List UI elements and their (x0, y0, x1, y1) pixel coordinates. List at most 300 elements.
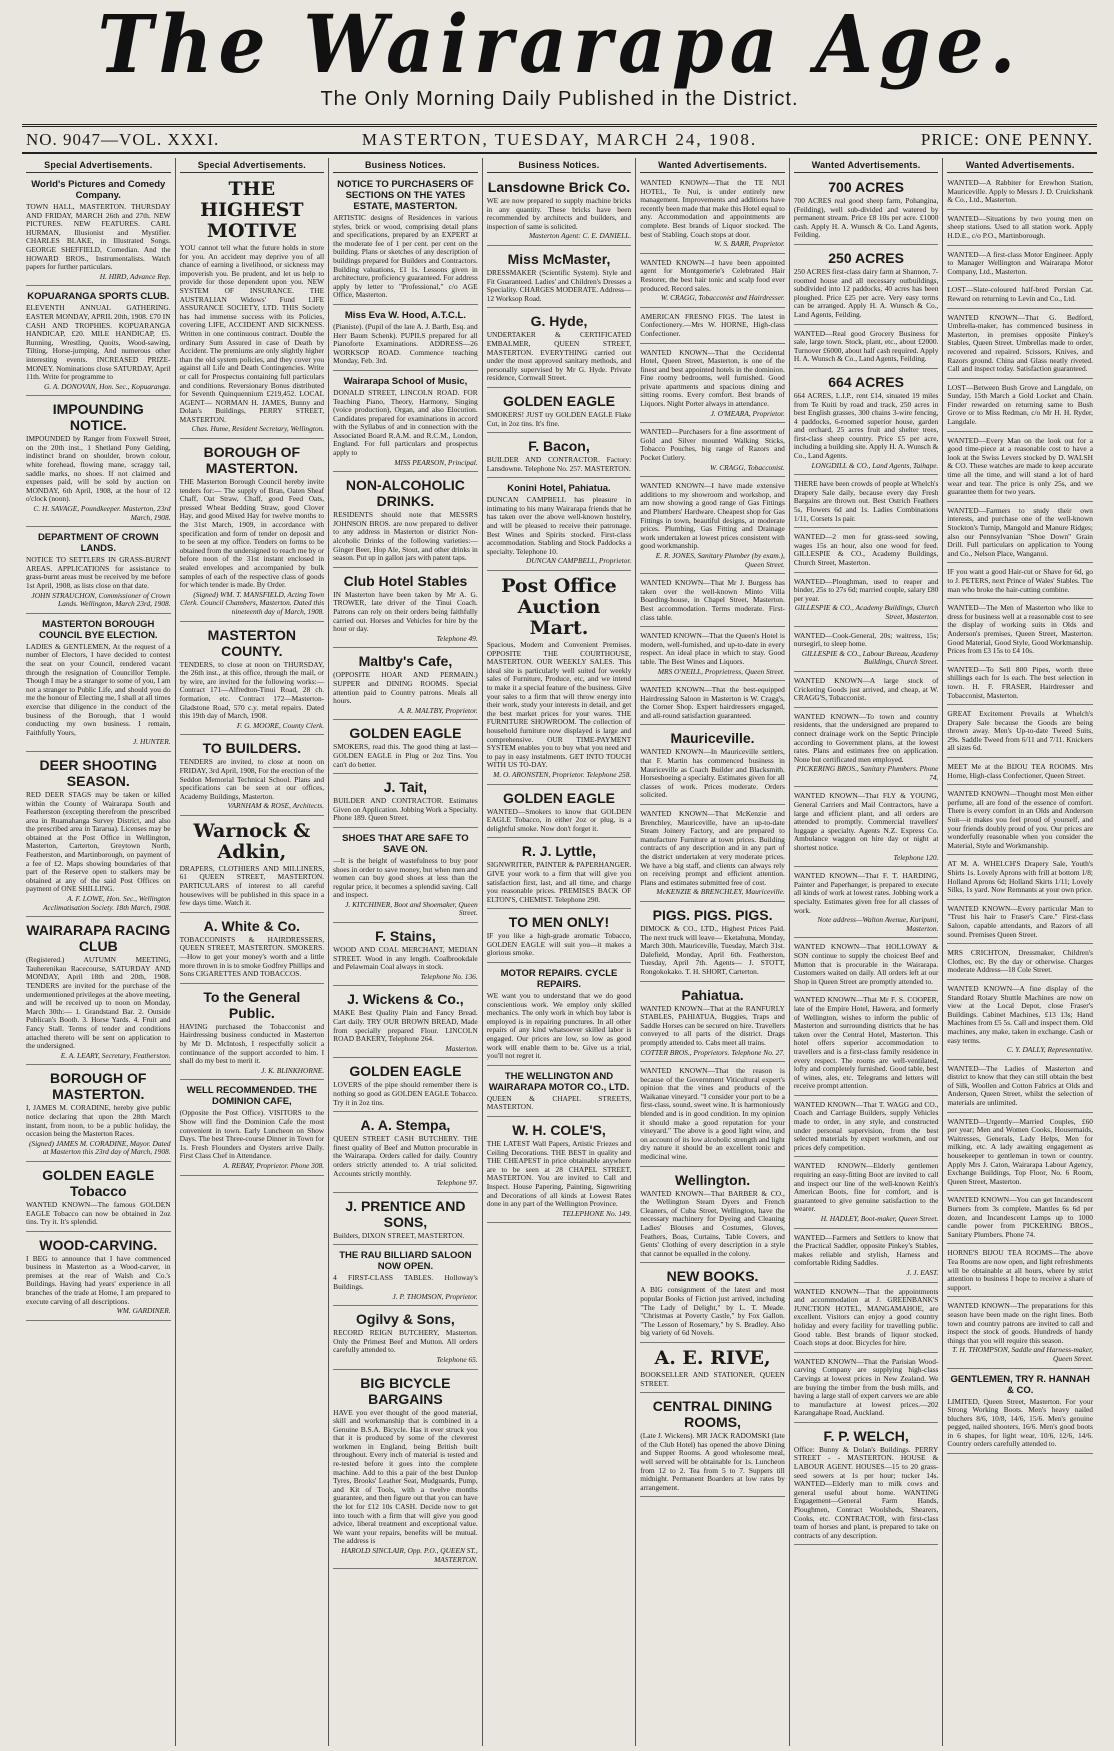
column-4 (483, 158, 637, 1746)
ad-body: SMOKERS, read this. The good thing at last—GOLDEN EAGLE in Plug or 2oz Tins. You can't do better. (333, 742, 478, 769)
ad-signature: W. CRAGG, Tobacconist. (710, 462, 785, 472)
advertisement (794, 789, 939, 867)
ad-body: WANTED KNOWN—That Mr J. Burgess has taken over the well-known Minto Villa Boarding-house, in Chapel Street, Masterton. Best accommodation. Terms moderate. First-class table. (640, 578, 785, 622)
ad-title: Maltby's Cafe, (358, 653, 453, 670)
ad-body: WANTED KNOWN—That the Occidental Hotel, Queen Street, Masterton, is one of the finest and best appointed hotels in the dominion. Fine roomy bedrooms, well furnished. Good private apartments and spacious dining and sitting rooms. Every comfort. Best brands of Liquors. Night Porter always in attendance. (640, 347, 785, 409)
ad-signature: Masterton. (445, 1043, 478, 1053)
ad-body: Builders, DIXON STREET, MASTERTON. (333, 1230, 465, 1240)
ad-title: 664 ACRES (828, 373, 904, 390)
ad-body: WANTED KNOWN—You can get Incandescent Burners from 3s complete, Mantles 6s 6d per dozen, and Incandescent Lamps up to 1000 candle power from PICKERING BROS., Sanitary Plumbers. Phone 74. (947, 1195, 1093, 1239)
ad-title: A. A. Stempa, (360, 1117, 451, 1134)
advertisement (640, 984, 785, 1063)
ad-title: MASTERTON BOROUGH COUNCIL BYE ELECTION. (38, 618, 158, 641)
ad-signature: J. HUNTER. (132, 737, 171, 747)
advertisement (947, 283, 1093, 308)
ad-body: WANTED KNOWN—That at the RANFURLY STABLES, PAHIATUA, Buggies, Traps and Saddle Horses can be secured on hire. Travellers conveyed to all parts of the district. Drags promptly attended to. Cabs meet all trains. (640, 1003, 785, 1047)
ad-body: HAVE you ever thought of the good material, skill and workmanship that is combined in a Genuine B.S.A. Bicycle. Has it ever struck you that it is produced by some of the cleverest workmen in England, being British built throughout. Every inch of material is tested and re-tested before it goes into the complete machine. Add to this a pair of the best Dunlop Tyres, Brooks' Leather Seat, Mudguards, Pump, and Kit of Tools, with a twelve months guarantee, and then figure out that you can have the lot for £12 10s CASH. Decide now to get into touch with a firm that will give you good advice, liberal treatment and exceptional value. We want your repairs, benefits will be mutual. The address is (333, 1407, 478, 1546)
place-date: MASTERTON, TUESDAY, MARCH 24, 1908. (361, 130, 758, 149)
ad-body: Spacious, Modern and Convenient Premises. OPPOSITE THE COURTHOUSE, MASTERTON. OUR WEEKLY SALES. This ideal site is particularly well suited for weekly sales of Furniture, Produce, etc, and we intend to make it a special feature of the business. Give your sales to a firm that will throw energy into their work, study your interests in detail, and get the best market prices for your wares. THE FURNITURE SHOWROOM. The collection of household furniture now displayed is large and comprehensive. OUR TIME-PAYMENT SYSTEM enables you to buy what you need and to pay in easy instalments. GET INTO TOUCH WITH US TO-DAY. (486, 640, 632, 770)
ad-title: NOTICE TO PURCHASERS OF SECTIONS ON THE YATES ESTATE, MASTERTON. (337, 179, 474, 212)
advertisement (333, 722, 478, 774)
ad-signature: C. H. SAVAGE, Poundkeeper. Masterton, 23rd March, 1908. (33, 504, 171, 522)
ad-body: —It is the height of wastefulness to buy poor shoes in order to save money, but when men and women can buy good shoes at less than the regular price, it becomes a splendid saving. Call and inspect. (333, 855, 478, 900)
ad-title: GOLDEN EAGLE (502, 392, 615, 409)
column-1 (22, 158, 176, 1746)
ad-title: MASTERTON COUNTY. (207, 626, 297, 659)
advertisement (26, 919, 171, 1065)
ad-body: THERE have been crowds of people at Whelch's Drapery Sale daily, because every day Fresh Bargains are thrown out. Best Ostrich Feathers 5s, Flowers 6d and 1s. Ladies Combinations 1/11, Corsets 1s pair. (793, 479, 939, 523)
ad-title: DEPARTMENT OF CROWN LANDS. (37, 532, 159, 555)
ad-signature: J. P. THOMSON, Proprietor. (392, 1291, 478, 1301)
ad-body: WANTED—A first-class Motor Engineer. Apply to Manager Wellington and Wairarapa Motor Company, Ltd., Masterton. (947, 249, 1093, 276)
ad-body: TENDERS are invited, to close at noon on FRIDAY, 3rd April, 1908, For the erection of the Seddon Memorial Technical School. Plans and specifications can be seen at our offices, Academy Buildings, Masterton. (179, 757, 325, 801)
ad-signature: J. O'MEARA, Proprietor. (710, 408, 785, 418)
ad-signature: J. J. EAST. (906, 1267, 939, 1277)
ad-signature: PICKERING BROS., Sanitary Plumbers. Phone 74. (796, 764, 939, 782)
ad-title: Post Office Auction Mart. (501, 575, 617, 640)
advertisement (333, 925, 478, 986)
ad-body: WANTED KNOWN—That the Queen's Hotel is modern, well-furnished, and up-to-date in every respect. An ideal place in which to stay. Good table. The Best Wines and Liquors. (640, 631, 785, 666)
ad-title: J. Wickens & Co., (347, 991, 464, 1008)
ad-body: Office: Bunny & Dolan's Buildings. PERRY STREET - - MASTERTON. HOUSE & LABOUR AGENT. HOUSES—15 to 20 grass-seed sowers at 1s per hour; tucker 14s. WANTED—Elderly man to milk cows and general useful about home. WANTING Engagement—General Farm Hands, Ploughmen, Contract Woolsheds, Shearers, Cooks, etc. CONTRACTOR, with first-class team of horses and plant, is prepared to take on contracts of any description. (793, 1444, 939, 1540)
ad-signature: Telephone 49. (436, 633, 478, 643)
ad-title: GOLDEN EAGLE Tobacco (42, 1166, 155, 1199)
ad-signature: T. H. THOMPSON, Saddle and Harness-maker, Queen Street. (952, 1345, 1093, 1363)
ad-body: GREAT Excitement Prevails at Whelch's Drapery Sale because the Goods are being thrown away. Men's Up-to-date Tweed Suits, 29s. Saddle Tweed from 6/11 and 7/11. Knickers all sizes 6d. (947, 709, 1093, 753)
ad-body: WANTED KNOWN—That HOLLOWAY & SON continue to supply the choicest Beef and Mutton that is procurable in the Wairarapa. Customers waited on daily. All orders left at our Shop in Queen Street are promptly attended to. (793, 942, 939, 986)
advertisement (26, 1067, 171, 1162)
ad-body: HAVING purchased the Tobacconist and Hairdressing business conducted in Masterton by Mr D. McIntosh, I respectfully solicit a continuance of the support accorded to him. I shall do my best to merit it. (179, 1021, 325, 1066)
advertisement (26, 398, 171, 527)
advertisement (947, 1371, 1093, 1455)
ad-signature: (Signed) WM. T. MANSFIELD, Acting Town Clerk. Council Chambers, Masterton. Dated this nineteenth day of March, 1908. (180, 589, 325, 616)
ad-signature: Chas. Hume, Resident Secretary, Wellington. (191, 424, 325, 434)
advertisement (947, 902, 1093, 944)
ad-body: AT M. A. WHELCH'S Drapery Sale, Youth's Shirts 1s. Lovely Aprons with frill at bottom 1/8; Holland Aprons 6d; Holland Skirts 1/11; Lovely Silks, 1s yard. Now Remnants at your own price. (947, 859, 1093, 895)
ad-body: NOTICE TO SETTLERS IN GRASS-BURNT AREAS. APPLICATIONS for assistance to grass-burnt areas must be received by me before 1st April, 1908, as lists close on that date. (26, 555, 171, 590)
advertisement (640, 1345, 785, 1393)
column-heading: Business Notices. (487, 158, 632, 173)
ad-body: WANTED KNOWN—Elderly gentlemen requiring an easy-fitting Boot are invited to call and inspect our line of the well-known Keith's American Boots, fine for comfort, and is guaranteed to give genuine satisfaction to the wearer. (793, 1161, 939, 1214)
ad-signature: GILLESPIE & CO., Labour Bureau, Academy Buildings, Church Street. (801, 648, 939, 667)
ad-body: WANTED KNOWN—I have made extensive additions to my showroom and workshop, and am now showing a good range of Gas Fittings and Plumbers' Hardware. Cheapest shop for Gas Fittings in town, beautiful designs, at moderate prices. Plumbing, Gas Fitting and Drainage work undertaken at lowest prices consistent with good workmanship. (640, 481, 785, 551)
advertisement (487, 1068, 632, 1117)
ad-body: AMERICAN FRESNO FIGS. The latest in Confectionery.—Mrs W. HORNE, High-class Confectioner. (640, 311, 785, 338)
column-7 (943, 158, 1097, 1746)
ad-title: Pahiatua. (681, 986, 744, 1003)
advertisement (794, 327, 939, 369)
column-heading: Special Advertisements. (180, 158, 325, 173)
advertisement (180, 441, 325, 622)
ad-body: (Registered.) AUTUMN MEETING, Tauherenikau Racecourse, SATURDAY AND MONDAY, April 18th and 20th, 1908. TENDERS are invited for the purchase of the undermentioned privileges at the above meeting, and will be received up to noon on Monday, March 30th:— 1. Grandstand Bar. 2. Outside Publican's Booth. 3. Horse Yards. 4. Fruit and Fancy Stall. Terms of tender and conditions attached thereto will be sent on application to the undersigned. (26, 955, 171, 1051)
ad-title: IMPOUNDING NOTICE. (52, 401, 144, 434)
ad-signature: MRS O'NEILL, Proprietress, Queen Street. (657, 666, 785, 676)
column-5 (636, 158, 790, 1746)
ad-body: WANTED KNOWN—Every particular Man to "Trust his hair to Fraser's Care." First-class Saloon, capable attendants, and Razors of all sound. Premises Queen Street. (947, 903, 1093, 939)
advertisement (333, 776, 478, 828)
ad-signature: W. CRAGG, Tobacconist and Hairdresser. (660, 293, 785, 303)
advertisement (180, 818, 325, 913)
ad-body: (Late J. Wickens). MR JACK RADOMSKI (late of the Club Hotel) has opened the above Dining and Supper Rooms. A good wholesome meal, well served will be obtainable for 1s. Luncheon from 12 to 2. Tea from 5 to 7. Suppers till midnight. Permanent Boarders at low rates by arrangement. (640, 1431, 785, 1492)
advertisement (487, 1119, 632, 1223)
advertisement (640, 1395, 785, 1497)
advertisement (794, 710, 939, 788)
ad-body: WANTED—Farmers and Settlers to know that the Practical Saddler, opposite Pinkey's Stables, makes reliable and stylish, Harness and comfortable Riding Saddles. (793, 1232, 939, 1268)
ad-body: WANTED—Urgently—Married Couples, £60 per year; Men and Women Cooks, Housemaids, Waitresses, Generals, Lady Helps, Men for milking, etc. A lady awaiting engagement as housekeeper to gentleman in town or country. Apply Mrs J. Caton, Wairarapa Labour Agency, Exchange Buildings, Top Floor, No. 6 Room, Queen Street, Masterton. (947, 1116, 1093, 1186)
ad-title: WELL RECOMMENDED. THE DOMINION CAFE, (186, 1085, 317, 1108)
advertisement (947, 982, 1093, 1060)
ad-title: THE WELLINGTON AND WAIRARAPA MOTOR CO., LTD. (488, 1070, 630, 1093)
ad-title: Lansdowne Brick Co. (487, 179, 631, 195)
advertisement (487, 480, 632, 571)
ad-body: WANTED KNOWN—The famous GOLDEN EAGLE Tobacco can now be obtained in 2oz tins. Try it. It's splendid. (26, 1199, 171, 1227)
ad-body: 4 FIRST-CLASS TABLES. Holloway's Buildings. (333, 1273, 478, 1291)
advertisement (180, 1082, 325, 1175)
ad-body: WANTED KNOWN—That BARBER & CO., the Wellington Steam Dyers and French Cleaners, of Cuba Street, Wellington, have the necessary machinery for Dyeing and Cleaning Ladies' Blouses and Costumes, Gloves, Feathers, Boas, Curtains, Table Covers, and Gents' Clothing of every description in a style that cannot be equalled in the colony. (640, 1188, 785, 1258)
advertisement (640, 576, 785, 627)
advertisement (640, 176, 785, 254)
advertisement (180, 624, 325, 736)
ad-body: MAKE Best Quality Plain and Fancy Bread. Cart daily. TRY OUR BROWN BREAD, Made from specially prepared Flour. LINCOLN ROAD BAKERY, Telephone 264. (333, 1008, 478, 1044)
ad-title: J. Tait, (383, 779, 428, 796)
ad-body: IN Masterton have been taken by Mr A. G. TROWER, late driver of the Tinui Coach. Patrons can rely on their orders being faithfully carried out. Horses and Vehicles for hire by the hour or day. (333, 589, 478, 634)
ad-signature: GILLESPIE & CO., Academy Buildings, Church Street, Masterton. (794, 603, 939, 621)
advertisement (180, 176, 325, 439)
ad-body: WANTED KNOWN—That the TE NUI HOTEL, Te Nui, is under entirely new management. Improvements and additions have recently been made that make this Hotel equal to any. Accommodation and appointments are complete. Best brands of Liquor stocked. The best of Stabling. Coach stops at door. (640, 178, 785, 239)
advertisement (640, 346, 785, 424)
advertisement (333, 570, 478, 649)
ad-body: WANTED KNOWN—I have been appointed agent for Montgomerie's Celebrated Hair Restorer, the best hair tonic and scalp food ever produced. Record sales. (640, 257, 785, 293)
advertisement (794, 1285, 939, 1353)
advertisement (794, 247, 939, 325)
ad-signature: LONGDILL & CO., Land Agents, Taihape. (811, 460, 939, 470)
advertisement (947, 176, 1093, 210)
ad-body: WANTED—Real good Grocery Business for sale, large town. Stock, plant, etc., about £2000. Turnover £6000, about half cash required. Apply H. A. Wunsch & Co., Land Agents, Feilding. (793, 328, 939, 364)
ad-body: ELEVENTH ANNUAL GATHERING. EASTER MONDAY, APRIL 20th, 1908. £70 IN CASH AND TROPHIES. KOPUARANGA HANDICAP, £20. MILE HANDICAP, £5. Running, Wrestling, Quoits, Wood-sawing, Tilting, Horse-jumping, And numerous other interesting events. INCREASED PRIZE-MONEY. Nominations close SATURDAY, April 11th. Write for programme to (26, 303, 171, 382)
ad-body: (Pianiste). (Pupil of the late A. J. Barth, Esq. and Herr Baum Schenk). PUPILS prepared for all Pianoforte Examinations. ADDRESS—26 WORKSOP ROAD. Commence teaching Monday, Feb. 3rd. (333, 321, 478, 366)
column-heading: Wanted Advertisements. (947, 158, 1093, 173)
advertisement (333, 373, 478, 472)
advertisement (333, 830, 478, 923)
ad-title: Mauriceville. (670, 730, 755, 747)
ad-body: THE LATEST Wall Papers, Artistic Friezes and Ceiling Decorations. THE BEST in quality and THE CHEAPEST in price obtainable anywhere are to be seen at 28 CHAPEL STREET, MASTERTON. You are invited to Call and Inspect. House Papering, Painting, Signwriting and Decorations of all kinds at Lowest Rates done in any part of the Wellington Province. (486, 1139, 632, 1209)
ad-body: HORNE'S BIJOU TEA ROOMS—The above Tea Rooms are now open, and light refreshments will be obtainable at all hours, where by strict attention to business I hope to receive a share of support. (947, 1248, 1093, 1292)
issue-number: NO. 9047—VOL. XXXI. (26, 130, 220, 149)
advertisement (794, 176, 939, 245)
ad-title: KOPUARANGA SPORTS CLUB. (27, 291, 170, 303)
ad-body: WANTED—Purchasers for a fine assortment of Gold and Silver mounted Walking Sticks, Tobacco Pouches, big range of Razors and Pocket Cutlery. (640, 427, 785, 463)
advertisement (794, 1355, 939, 1423)
ad-signature: J. KITCHINER, Boot and Shoemaker, Queen Street. (345, 899, 478, 918)
ad-body: SIGNWRITER, PAINTER & PAPERHANGER. GIVE your work to a firm that will give you satisfaction first, last, and all time, and charge you reasonable prices. PREMISES BACK OF ELTON'S, CHEMIST. Telephone 290. (486, 860, 632, 904)
ad-title: BOROUGH OF MASTERTON. (50, 1070, 147, 1103)
advertisement (333, 650, 478, 720)
ad-signature: Note address—Walton Avenue, Kuripuni, Masterton. (817, 915, 939, 933)
ad-title: Miss Eva W. Hood, A.T.C.L. (344, 309, 466, 321)
masthead-tagline: The Only Morning Daily Published in the District. (320, 88, 799, 110)
ad-signature: MISS PEARSON, Principal. (394, 457, 478, 467)
ad-title: NON-ALCOHOLIC DRINKS. (345, 477, 465, 510)
advertisement (947, 1115, 1093, 1192)
advertisement (794, 477, 939, 528)
advertisement (640, 807, 785, 902)
issue-price: PRICE: ONE PENNY. (920, 130, 1093, 149)
ad-body: LOST—Between Bush Grove and Langdale, on Sunday, 15th March a Gold Locket and Chain. Finder rewarded on returning same to Bush Grove or to Miss Redman, c/o Mr H. H. Ryder, Langdale. (947, 382, 1093, 427)
ad-signature: A. F. LOWE, Hon. Sec., Wellington Acclimatisation Society. 18th March, 1908. (42, 894, 171, 912)
ad-body: DRAPERS, CLOTHIERS AND MILLINERS, 61 QUEEN STREET, MASTERTON. PARTICULARS of interest to all careful housewives will be published in this space in a few days time. Watch it. (179, 863, 325, 908)
advertisement (640, 1265, 785, 1343)
ad-title: A. E. RIVE, (654, 1346, 771, 1369)
ad-signature: Masterton Agent: C. E. DANIELL. (528, 231, 632, 241)
advertisement (487, 176, 632, 246)
advertisement (26, 616, 171, 752)
advertisement (26, 529, 171, 614)
ad-title: BIG BICYCLE BARGAINS (360, 1374, 451, 1407)
advertisement (333, 1195, 478, 1246)
ad-body: SMOKERS! JUST try GOLDEN EAGLE Flake Cut, in 2oz tins. It's fine. (486, 409, 632, 428)
advertisement (794, 1159, 939, 1228)
ad-body: YOU cannot tell what the future holds in store for you. An accident may deprive you of all chance of earning a livelihood, or sickness may impoverish you. Be prudent, and let us help to provide for those dependent upon you. NEW SYSTEM OF INSURANCE. THE AUSTRALIAN Widows' Fund LIFE ASSURANCE SOCIETY, LTD. THIS Society has had immense success with its Policies, covering LIFE, ACCIDENT AND SICKNESS. Written in one continuous contract. Double the ordinary Sum Assured in case of Death by Accident. The premiums are only slightly higher than the old system policies, and they cover you against all Life and Death Contingencies. Write or call for Prospectus containing full particulars and conditions. Reversionary Bonus distributed for Seventh Quinquennium £219,452. LOCAL AGENT— NORMAN H. JAMES, Bunny and Dolan's Buildings, PERRY STREET, MASTERTON. (179, 243, 325, 424)
ad-title: PIGS. PIGS. PIGS. (652, 906, 773, 923)
ad-signature: H. HIRD, Advance Rep. (99, 271, 171, 281)
advertisement (640, 479, 785, 574)
advertisement (26, 176, 171, 286)
ad-signature: A. REBAY, Proprietor. Phone 308. (223, 1160, 325, 1170)
advertisement (26, 288, 171, 396)
advertisement (487, 911, 632, 963)
ad-title: W. H. COLE'S, (512, 1122, 606, 1138)
ad-signature: WM. GARDINER. (116, 1306, 171, 1316)
ad-signature: E. R. JONES, Sanitary Plumber (by exam.), Queen Street. (655, 550, 785, 569)
ad-title: World's Pictures and Comedy Company. (31, 179, 166, 201)
advertisement (487, 573, 632, 785)
ad-body: WANTED KNOWN—That the appointments and accommodation at J. GREENBANK'S JUNCTION HOTEL, MANGAMAHOE, are excellent. Visitors can enjoy a good country holiday and every facility for travelling public. Good table. Best brands of liquor stocked. Coach stops at door. Bicycles for hire. (793, 1286, 939, 1348)
ad-body: WANTED—Farmers to study their own interests, and purchase one of the well-known Stockton's Turnip, Mangold and Manure Ridges; also our Pennsylvanian "Shoe Down" Grain Drill. Full particulars on application to Young and Co., Nelson Place, Wanganui. (947, 505, 1093, 558)
ad-body: ARTISTIC designs of Residences in various styles, brick or wood, comprising detail plans and specifications, prepared by an EXPERT at the moderate fee of 1 per cent. per cent on the building. Plans or sketches of any description of buildings prepared for Builders and Contractors. Building valuations, £1 1s. Lessons given in architecture, proficiency guaranteed. For address apply by letter to "Professional," c/o AGE Office, Masterton. (333, 213, 478, 300)
advertisement (794, 371, 939, 475)
ad-title: F. P. WELCH, (823, 1427, 909, 1444)
advertisement (794, 869, 939, 938)
ad-title: CENTRAL DINING ROOMS, (652, 1398, 773, 1431)
ad-body: I BEG to announce that I have commenced business in Masterton as a Wood-carver, in premises at the rear of Walsh and Co.'s Buildings. Having had years' experience in all branches of the trade at Home, I am prepared to execute carving of all descriptions. (26, 1253, 171, 1306)
advertisement (487, 248, 632, 308)
ad-title: J. PRENTICE AND SONS, (345, 1197, 466, 1230)
ad-body: WANTED KNOWN—That Mr F. S. COOPER, late of the Empire Hotel, Hawera, and formerly of Wellington, wishes to inform the public of Masterton and surrounding districts that he has taken over the Central Hotel, Masterton. This hotel offers superior accommodation to travellers and is a first-class family residence in every respect. The rooms are well-ventilated, lofty and completely furnished. Good table, best of wines, ales, etc. Telegrams and letters will receive prompt attention. (793, 995, 939, 1091)
advertisement (794, 674, 939, 708)
ad-title: THE HIGHEST MOTIVE (200, 178, 304, 242)
ad-body: I, JAMES M. CORADINE, hereby give public notice declaring that upon the 28th March instant, from noon, to be a public holiday, the occasion being the Masterton Races. (26, 1103, 171, 1139)
ad-body: WANTED—Ploughman, used to reaper and binder, 25s to 27s 6d; married couple, salary £80 per year. (793, 576, 939, 603)
ad-body: IF you want a good Hair-cut or Shave for 6d, go to J. PETERS, next Prince of Wales' Stables. The man who broke the hair-cutting combine. (947, 567, 1093, 594)
advertisement (180, 915, 325, 984)
ad-title: 250 ACRES (828, 249, 904, 266)
advertisement (487, 310, 632, 388)
advertisement (947, 504, 1093, 564)
dateline (22, 124, 1097, 154)
ad-body: WANTED—2 men for grass-seed sowing, wages 15s an hour, also one wood for feed. GILLESPIE & CO., Academy Buildings, Church Street, Masterton. (793, 532, 939, 567)
advertisement (947, 565, 1093, 599)
advertisement (333, 1114, 478, 1193)
ad-signature: COTTER BROS., Proprietors. Telephone No. 27. (640, 1047, 785, 1057)
ad-signature: E. A. LEARY, Secretary, Featherston. (60, 1050, 171, 1060)
ad-title: WAIRARAPA RACING CLUB (26, 922, 171, 955)
column-heading: Special Advertisements. (26, 158, 171, 173)
ad-title: DEER SHOOTING SEASON. (39, 756, 158, 789)
ad-signature: F. G. MOORE, County Clerk. (236, 720, 325, 730)
advertisement (794, 629, 939, 672)
ad-body: WE are now prepared to supply machine bricks in any quantity. These bricks have been recommended by architects and builders, and inspection of same is solicited. (486, 196, 632, 231)
ad-body: WANTED KNOWN—That G. Bedford, Umbrella-maker, has commenced business in Masterton, in premises opposite Pinkey's Stables, Queen Street. Umbrellas made to order, recovered and repaired. Scissors, Knives, and Razors ground. China and Glass neatly riveted. Call and inspect today. Satisfaction guaranteed. (947, 312, 1093, 374)
ad-signature: Telephone 65. (436, 1354, 478, 1364)
advertisement (180, 986, 325, 1081)
ad-signature: VARNHAM & ROSE, Architects. (227, 801, 325, 811)
advertisement (487, 840, 632, 909)
column-heading: Wanted Advertisements. (640, 158, 785, 173)
advertisement (487, 390, 632, 433)
advertisement (640, 425, 785, 477)
advertisement (947, 381, 1093, 432)
ad-body: DIMOCK & CO., LTD., Highest Prices Paid. The next truck will leave— Eketahuna, Monday, March 30th. Mauriceville, Tuesday, March 31st. Dalefield, Monday, April 6th. Featherston, Tuesday, April 7th. Agents— J. STOTT, Rongokokako. T. H. SHORT, Carterton. (640, 923, 785, 976)
ad-title: THE RAU BILLIARD SALOON NOW OPEN. (339, 1250, 472, 1273)
ad-body: 250 ACRES first-class dairy farm at Shannon, 7-roomed house and all necessary outbuildings, subdivided into 12 paddocks, 40 acres has been ploughed. Price £25 per acre. Very easy terms can be arranged. Apply H. A. Wunsch & Co., Land Agents, Feilding. (793, 266, 939, 319)
advertisement (947, 1193, 1093, 1244)
ad-title: F. Stains, (375, 928, 436, 945)
ad-body: BUILDER AND CONTRACTOR. Factory: Lansdowne. Telephone No. 257. MASTERTON. (486, 455, 632, 473)
ad-title: WOOD-CARVING. (39, 1236, 158, 1253)
advertisement (487, 435, 632, 478)
ad-body: WANTED—The Men of Masterton who like to dress for business well at a reasonable cost to see the display of working suits in Olds and Anderson's premises, Queen Street, Masterton. Good Material, Good Style, Good Workmanship. Prices from £3 15s to £4 10s. (947, 603, 1093, 656)
ad-body: WANTED KNOWN—That the best-equipped Hairdressing Saloon in Masterton is W. Cragg's, the Corner Shop. Expert hairdressers engaged, and all-round satisfaction guaranteed. (640, 685, 785, 720)
ad-title: G. Hyde, (530, 313, 588, 330)
ad-body: MRS CRICHTON, Dressmaker, Children's Clothes, etc. By the day or otherwise. Charges moderate Address—18 Cole Street. (947, 948, 1093, 975)
advertisement (947, 760, 1093, 785)
ad-signature: H. HADLEY, Boot-maker, Queen Street. (820, 1214, 939, 1223)
ad-title: MOTOR REPAIRS. CYCLE REPAIRS. (500, 968, 618, 991)
advertisement (947, 663, 1093, 705)
ad-body: UNDERTAKER & CERTIFICATED EMBALMER, QUEEN STREET, MASTERTON. EVERYTHING carried out under the most approved sanitary methods, and personally supervised by Mr G. Hyde. Private residence, Cornwall Street. (486, 330, 632, 383)
masthead (22, 0, 1097, 118)
ad-body: WANTED KNOWN—Thought most Men either perfume, all are fond of the essence of comfort. There is every comfort in an Olds and Anderson Suit—it makes you feel proud of yourself, and your friends doubly proud of you. Our prices are wonderfully reasonable when you consider the Material, Style and Workmanship. (947, 789, 1093, 850)
ad-body: WANTED—Situations by two young men on sheep stations. Used to all station work. Apply H.D.E., c/o P.O., Martinborough. (947, 213, 1093, 240)
ad-body: WANTED KNOWN—The preparations for this season have been made on the right lines. Both town and country patrons are invited to call and inspect the stock of goods. Hundreds of handy things that you will require this season. (947, 1301, 1093, 1345)
advertisement (794, 530, 939, 572)
ad-body: (OPPOSITE HOAR AND PERMAIN.) SUPPER and DINING ROOMS. Special attention paid to Country patrons. Meals all hours. (333, 670, 478, 706)
ad-body: BOOKSELLER AND STATIONER, QUEEN STREET. (640, 1369, 785, 1388)
ad-signature: C. Y. DALLY, Representative. (1006, 1045, 1093, 1055)
ad-body: WANTED KNOWN—That McKenzie and Brenchley, Mauriceville, have an up-to-date Steam Joinery Factory, and are prepared to manufacture Furniture at town prices. Building contracts of any description and in any part of the district undertaken at very moderate prices. We have a big staff, and clients can always rely on receiving prompt and efficient attention. Plans and estimates submitted free of cost. (640, 809, 785, 887)
ad-body: RESIDENTS should note that MESSRS JOHNSON BROS. are now prepared to deliver to any address in Masterton or district Non-alcoholic Drinks of the following varieties:—Ginger Beer, Hop Ale, Stout, and other drinks in season. Put up in gallon jars with patent taps. (333, 510, 478, 563)
ad-body: WANTED KNOWN—In Mauriceville settlers, that F. Martin has commenced business in Mauriceville as Coach Builder and Blacksmith. Horseshoeing a specialty. Estimates given for all classes of work. Prices moderate. Orders solicited. (640, 747, 785, 800)
ad-signature: McKENZIE & BRENCHLEY, Mauriceville. (656, 887, 785, 897)
ad-body: A BIG consignment of the latest and most popular Books of Fiction just arrived, including "The Lady of Delight," by L. T. Meade. "Christmas at Poverty Castle," by Fox Gallon. "The Lesson of Rosemary," by S. Bradley. Also big variety of 6d Novels. (640, 1285, 785, 1338)
ad-title: Ogilvy & Sons, (356, 1311, 455, 1328)
ad-title: GOLDEN EAGLE (349, 725, 462, 742)
advertisement (947, 434, 1093, 502)
ad-body: RECORD REIGN BUTCHERY, Masterton. Only the Primest Beef and Mutton. All orders carefully attended to. (333, 1328, 478, 1355)
ad-body: IF you like a high-grade aromatic Tobacco, GOLDEN EAGLE will suit you—it makes a glorious smoke. (486, 931, 632, 958)
advertisement (794, 1231, 939, 1283)
ad-title: GENTLEMEN, TRY R. HANNAH & CO. (950, 1373, 1090, 1396)
advertisement (26, 754, 171, 917)
ad-signature: M. O. ARONSTEN, Proprietor. Telephone 258. (493, 769, 632, 779)
ad-title: Wairarapa School of Music, (343, 375, 468, 387)
ad-body: LADIES & GENTLEMEN, At the request of a number of Electors, I have decided to contest the seat on your Council, rendered vacant through the resignation of Councillor Temple. Though I may be a stranger to some of you, I am not a stranger to Public Life, and should you do me the honour of Electing me, I shall at all times exercise that diligence in the conduct of the business of the Borough, that I would conducting my own business. I remain, Faithfully Yours, (26, 641, 171, 737)
ad-title: F. Bacon, (528, 438, 590, 455)
ad-body: LOVERS of the pipe should remember there is nothing so good as GOLDEN EAGLE Tobacco. Try it in 2oz tins. (333, 1080, 478, 1107)
ad-body: WANTED—Cook-General, 20s; waitress, 15s; nursegirl, to sleep home. (793, 630, 939, 649)
ad-signature: HAROLD SINCLAIR, Opp. P.O., QUEEN ST., MASTERTON. (341, 1546, 478, 1564)
ad-body: WANTED KNOWN—That T. WAGG and CO., Coach and Carriage Builders, supply Vehicles made to order, in any style, and constructed under personal supervision, from the best selected materials by expert workmen, and our prices defy competition. (793, 1099, 939, 1152)
advertisement (947, 1299, 1093, 1368)
advertisement (947, 787, 1093, 855)
advertisement (794, 940, 939, 991)
advertisement (794, 993, 939, 1096)
advertisement (947, 1246, 1093, 1297)
advertisement (333, 474, 478, 568)
advertisement (794, 1098, 939, 1158)
ad-body: LOST—Slate-coloured half-bred Persian Cat. Reward on returning to Levin and Co., Ltd. (947, 285, 1093, 303)
column-heading: Business Notices. (333, 158, 478, 173)
ad-title: GOLDEN EAGLE (349, 1063, 462, 1080)
advertisement (333, 307, 478, 371)
ad-body: DUNCAN CAMPBELL has pleasure in intimating to his many Wairarapa friends that he has taken over the above well-known hostelry, and will be pleased to receive their patronage. Best Wines and Spirits stocked. First-class accommodation. Stabling and Stock Paddocks a specialty. Telephone 10. (486, 495, 632, 556)
ad-body: 664 ACRES, L.I.P., rent £14, situated 19 miles from Te Kuiti by road and track, 250 acres in best English grasses, 300 chains 3-wire fencing, 4 paddocks, 6-roomed superior house, garden and orchard, 25 acres fruit and shelter trees, first-class sheep country. Price £5 per acre, including a building site. Apply H. A. Wunsch & Co., Land Agents. (793, 390, 939, 461)
advertisement (487, 787, 632, 839)
ad-title: Club Hotel Stables (343, 572, 468, 589)
advertisement (640, 310, 785, 344)
ad-signature: G. A. DONOVAN, Hon. Sec., Kopuaranga. (43, 381, 171, 391)
advertisement (26, 1234, 171, 1321)
ad-title: Konini Hotel, Pahiatua. (507, 483, 611, 495)
ad-body: WANTED KNOWN—That FLY & YOUNG, General Carriers and Mail Contractors, have a large and efficient plant, and all orders are attended to promptly. Commercial travellers' luggage a specialty. Agents N.Z. Express Co. Ambulance waggon on hire day or night at shortest notice. (793, 791, 939, 853)
advertisement (180, 737, 325, 816)
advertisement (947, 1062, 1093, 1113)
ad-signature: A. R. MALTBY, Proprietor. (398, 705, 478, 715)
column-heading: Wanted Advertisements. (794, 158, 939, 173)
ad-title: Miss McMaster, (507, 250, 611, 267)
ad-body: RED DEER STAGS may be taken or killed within the County of Wairarapa South and Featherston (excepting therefrom the prescribed area in Ruamahanga Survey District, and also the prescribed area in Tararua). Licenses may be obtained at the Post Office in Wellington, Masterton, Carterton, Greytown North, Featherston, and Martinborough, on payment of a fee of £2. Maps showing boundaries of that part of the Reserve open to stalkers may be obtained at any of the said Post Offices on payment of ONE SHILLING. (26, 789, 171, 894)
ad-title: NEW BOOKS. (666, 1268, 759, 1285)
ad-signature: DUNCAN CAMPBELL, Proprietor. (526, 556, 632, 566)
ad-body: (Opposite the Post Office). VISITORS to the Show will find the Dominion Cafe the most convenient in town. Early Luncheon on Show Days. The best Three-course Dinner in Town for 1s. Fresh Flounders and Oysters arrive Daily. First Class Chef in Attendance. (179, 1108, 325, 1161)
advertisement (947, 248, 1093, 282)
ad-body: QUEEN STREET CASH BUTCHERY. THE finest quality of Beef and Mutton procurable in the Wairarapa. Orders called for daily. Country orders strictly attended to. A trial solicited. Accounts strictly monthly. (333, 1134, 478, 1178)
ad-body: WANTED—To Sell 800 Pipes, worth three shillings each for 1s each. The best selection in town. H. F. FRASER, Hairdresser and Tobacconist, Masterton. (947, 664, 1093, 700)
advertisement (947, 857, 1093, 899)
advertisement (947, 311, 1093, 379)
advertisement (640, 629, 785, 681)
ad-title: Wellington. (674, 1171, 751, 1188)
ad-signature: J. K. BLINKHORNE. (261, 1065, 325, 1075)
ad-title: TO MEN ONLY! (508, 914, 610, 931)
ad-body: TOBACCONISTS & HAIRDRESSERS, QUEEN STREET, MASTERTON. SMOKERS.—How to get your money's worth and a little more thrown in is to smoke Godfrey Phillips and Sons CIGARETTES AND TOBACCOS. (179, 934, 325, 979)
ad-body: MEET Me at the BIJOU TEA ROOMS. Mrs Horne, High-class Confectioner, Queen Street. (947, 762, 1093, 780)
column-3 (329, 158, 483, 1746)
advertisement (333, 1372, 478, 1570)
ad-title: Warnock & Adkin, (193, 819, 311, 863)
column-2 (176, 158, 330, 1746)
ad-signature: JOHN STRAUCHON, Commissioner of Crown Lands. Wellington, March 23rd, 1908. (31, 590, 171, 609)
ad-body: DRESSMAKER (Scientific System). Style and Fit Guaranteed. Ladies' and Children's Dresses a Speciality. CHARGES MODERATE. Address—12 Worksop Road. (486, 267, 632, 303)
advertisement (333, 1247, 478, 1306)
ad-body: DONALD STREET, LINCOLN ROAD. FOR Teaching Piano, Theory, Harmony, Singing (voice production), Organ, and also Elocution. Candidates prepared for examinations in accord with the Syllabus of and in connection with the Associated Board R.A.M. and R.C.M., London, England. For full particulars and prospectus apply to (333, 387, 478, 458)
ad-title: A. White & Co. (203, 917, 301, 934)
ad-body: WANTED—Smokers to know that GOLDEN EAGLE Tobacco, in either 2oz or plug, is a delightful smoke. Now don't forget it. (486, 806, 632, 833)
advertisement (333, 1308, 478, 1369)
ad-signature: TELEPHONE No. 149. (562, 1208, 632, 1218)
advertisement (794, 575, 939, 627)
ad-body: WANTED KNOWN—That the reason is because of the Government Viticultural expert's opinion that the vines and products of the Waikanae vineyard. "I consider your port to be a first-class, sound, sweet wine. It is harmoniously blended and is in good condition. In my opinion it should make a good reputation for your vineyard." The above is a good light wine, and on account of its low alcoholic strength and light dry nature it should be an excellent tonic and medicinal wine. (640, 1066, 785, 1162)
